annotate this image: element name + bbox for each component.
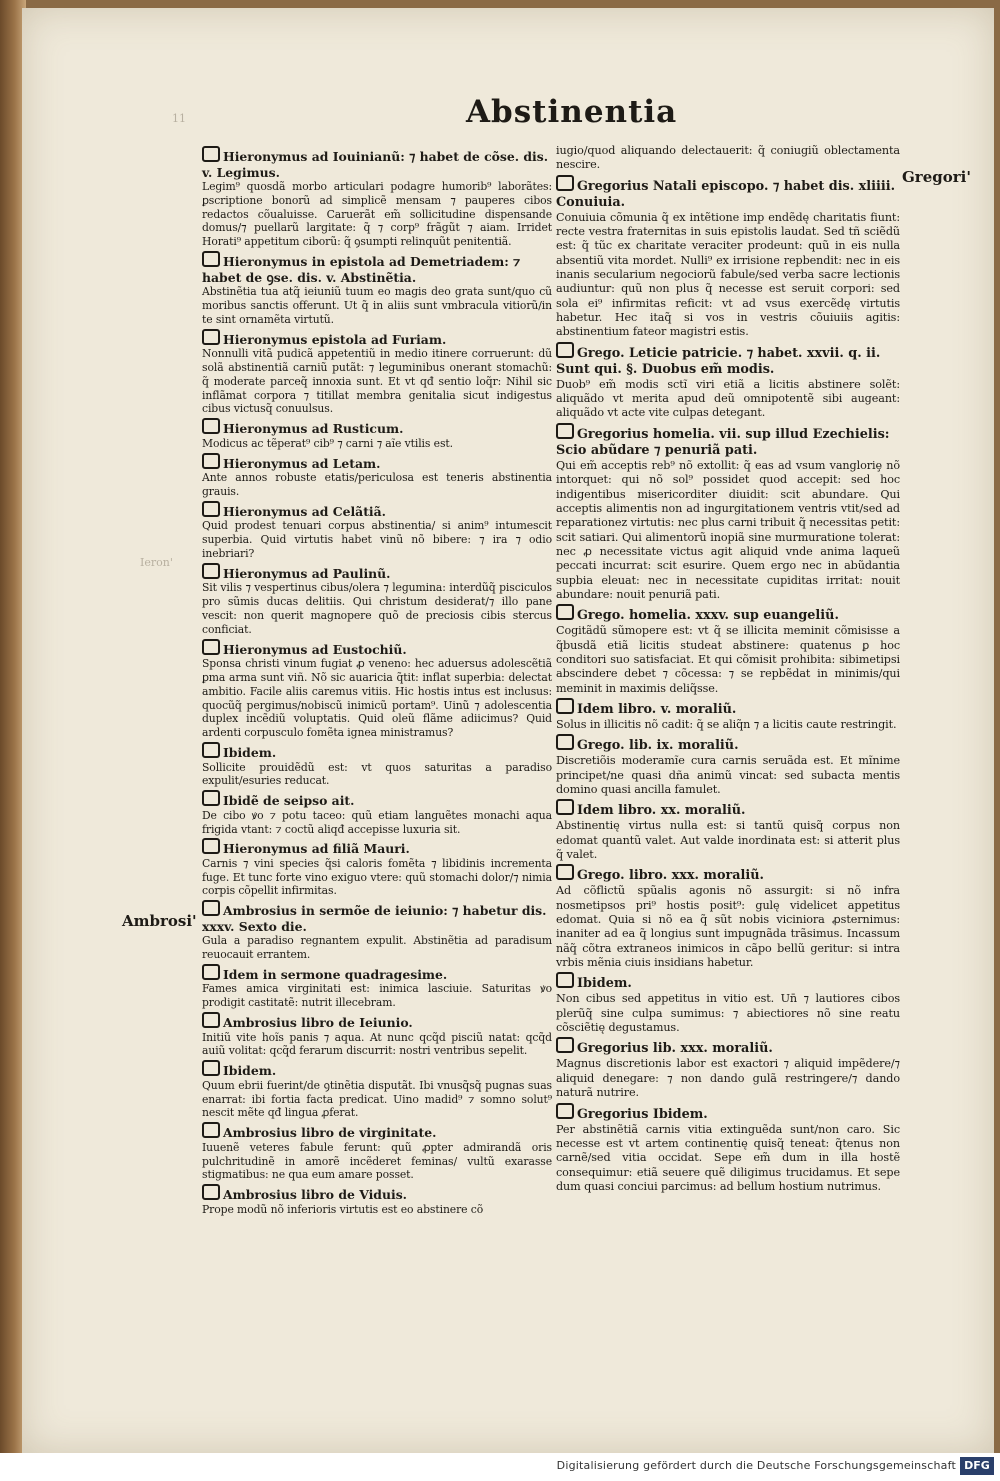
entry-heading (202, 639, 552, 658)
entry-body: Solus in illicitis nõ cadit: q̃ se aliq̃n ⁊ a licitis caute restringit. (556, 717, 897, 731)
entry-body: Sponsa christi vinum fugiat ꝓ veneno: hec aduersus adolescẽtiã ꝑma arma sunt viñ. Nõ sic auaricia q̃tit: inflat superbia: delectat ambitio. Facile aliis caremus vitiis. Hic hostis intus est inclusus: quocũq̃ pergimus/nobiscũ inimicũ portam⁹. Uinũ ⁊ adolescentia duplex incẽdiũ voluptatis. Quid oleũ flãme adiicimus? Quid ardenti corpusculo fomẽta ignea ministramus? (202, 657, 552, 740)
text-entry (202, 639, 552, 740)
entry-heading-text: Hieronymus ad Celãtiã. (223, 503, 386, 519)
entry-heading-text: Gregorius Ibidem. (577, 1106, 708, 1122)
entry-body: Ante annos robuste etatis/periculosa est teneris abstinentia grauis. (202, 471, 552, 498)
entry-body: Carnis ⁊ vini species q̃si caloris fomẽta ⁊ libidinis incrementa fuge. Et tunc forte vino exiguo vtere: quũ stomachi dolor/⁊ nimia corpis cõpellit infirmitas. (202, 856, 552, 898)
paragraph-mark-icon (556, 423, 574, 439)
text-entry (556, 175, 900, 340)
paragraph-mark-icon (556, 1037, 574, 1053)
entry-heading-text: Grego. libro. xxx. moraliũ. (577, 868, 765, 884)
text-entry (556, 698, 900, 732)
paragraph-mark-icon (202, 1184, 220, 1200)
entry-heading (556, 799, 900, 819)
text-entry (202, 1012, 552, 1058)
paragraph-mark-icon (202, 790, 220, 806)
entry-heading-text: Grego. lib. ix. moraliũ. (577, 738, 739, 754)
text-entry (556, 864, 900, 970)
entry-heading (202, 563, 552, 582)
paragraph-mark-icon (202, 418, 220, 434)
entry-heading-text: Hieronymus ad Paulinũ. (223, 565, 391, 581)
entry-heading-text: Gregorius Natali episcopo. ⁊ habet dis. xliiii. Conuiuia. (556, 178, 896, 210)
entry-heading-text: Ibidem. (223, 745, 277, 761)
entry-body: Modicus ac tẽperat⁹ cib⁹ ⁊ carni ⁊ aĩe vtilis est. (202, 436, 453, 450)
paragraph-mark-icon (202, 563, 220, 579)
text-entry (202, 563, 552, 637)
paragraph-mark-icon (556, 342, 574, 358)
entry-heading-text: Gregorius lib. xxx. moraliũ. (577, 1041, 773, 1057)
entry-body: Cogitãdũ sũmopere est: vt q̃ se illicita meminit cõmisisse a q̃busdã etiã licitis studeat abstinere: quatenus ꝑ hoc conditori suo satisfaciat. Et qui cõmisit prohibita: sibimetipsi abscindere debet ⁊ cõcessa: ⁊ se repbẽdat in minimis/qui meminit in maximis deliq̃sse. (556, 624, 900, 695)
text-entry (202, 501, 552, 561)
entry-heading-text: Hieronymus ad Rusticum. (223, 421, 404, 437)
entry-heading-text: Idem libro. xx. moraliũ. (577, 803, 746, 819)
entry-heading-text: Ibidem. (577, 976, 632, 992)
entry-body: Non cibus sed appetitus in vitio est. Un̄ ⁊ lautiores cibos plerũq̃ sine culpa sumimus: ⁊ abiectiores nõ sine reatu cõsciẽtię degustamus. (556, 992, 900, 1035)
paragraph-mark-icon (556, 604, 574, 620)
paragraph-mark-icon (202, 1060, 220, 1076)
text-entry (202, 838, 552, 898)
entry-body: Ad cõflictũ spũalis agonis nõ assurgit: si nõ infra nosmetipsos pri⁹ hostis posit⁹: gulę videlicet appetitus edomat. Quia si nõ ea q̃ sũt nobis viciniora ꝓsternimus: inaniter ad ea q̃ longius sunt impugnãda trãsimus. Incassum nãq̃ cõtra extraneos inimicos in cãpo bellũ geritur: si intra vrbis mẽnia ciuis insidians habetur. (556, 884, 900, 970)
entry-heading-text: Grego. homelia. xxxv. sup euangeliũ. (577, 608, 839, 624)
entry-heading (202, 790, 552, 809)
entry-body: Duob⁹ em̃ modis sctĩ viri etiã a licitis abstinere solẽt: aliquãdo vt merita apud deũ omnipotentẽ sibi augeant: aliquãdo vt acte vite culpas detegant. (556, 377, 900, 420)
text-entry (202, 251, 552, 326)
entry-heading (202, 900, 552, 934)
text-entry (202, 1122, 552, 1182)
entry-heading (556, 1103, 900, 1123)
entry-heading (202, 1060, 552, 1079)
entry-heading (556, 734, 900, 754)
left-text-column (202, 144, 552, 1217)
margin-note-gregorius: Gregori' (902, 168, 971, 186)
paragraph-mark-icon (202, 251, 220, 267)
entry-heading (556, 423, 900, 459)
faint-folio-mark: 11 (172, 112, 186, 125)
text-entry (202, 1060, 552, 1120)
entry-body: De cibo ꝟo ⁊ potu taceo: quũ etiam languẽtes monachi aqua frigida vtant: ⁊ coctũ aliqđ accepisse luxuria sit. (202, 808, 552, 836)
entry-heading (202, 1184, 552, 1203)
paragraph-mark-icon (202, 742, 220, 758)
text-entry (556, 604, 900, 696)
entry-heading-text: Hieronymus ad Iouinianũ: ⁊ habet de cõse. dis. v. Legimus. (202, 149, 549, 180)
entry-heading-text: Hieronymus in epistola ad Demetriadem: ⁊ habet de ꝯse. dis. v. Abstinẽtia. (202, 254, 521, 285)
text-entry (202, 329, 552, 417)
paragraph-mark-icon (202, 1122, 220, 1138)
text-entry (202, 742, 552, 788)
text-entry (556, 144, 900, 173)
text-entry (202, 146, 552, 249)
entry-heading-text: Ambrosius libro de virginitate. (223, 1125, 437, 1141)
margin-note-faint-ieron: Ieron' (140, 556, 173, 569)
paragraph-mark-icon (202, 329, 220, 345)
entry-heading (202, 501, 552, 520)
text-entry (556, 1037, 900, 1100)
entry-heading (202, 1012, 552, 1031)
entry-heading (202, 838, 552, 857)
text-entry (202, 453, 552, 499)
entry-heading-text: Ambrosius in sermõe de ieiunio: ⁊ habetur dis. xxxv. Sexto die. (202, 903, 547, 934)
paragraph-mark-icon (202, 1012, 220, 1028)
text-entry (202, 790, 552, 836)
text-entry (202, 1184, 552, 1216)
entry-heading-text: Idem in sermone quadragesime. (223, 966, 448, 982)
entry-body: Fames amica virginitati est: inimica lasciuie. Saturitas ꝟo prodigit castitatẽ: nutrit illecebram. (202, 982, 552, 1010)
entry-body: Magnus discretionis labor est exactori ⁊ aliquid impẽdere/⁊ aliquid denegare: ⁊ non dando gulã restringere/⁊ dando naturã nutrire. (556, 1057, 900, 1100)
entry-heading-text: Ibidẽ de seipso ait. (223, 793, 355, 809)
dfg-logo: DFG (960, 1457, 994, 1475)
entry-heading-text: Ibidem. (223, 1063, 277, 1079)
entry-body: Sollicite prouidẽdũ est: vt quos saturitas a paradiso expulit/esuries reducat. (202, 760, 552, 788)
entry-heading (202, 964, 552, 983)
text-entry (556, 734, 900, 797)
entry-body: Quum ebrii fuerint/de ꝯtinẽtia disputãt. Ibi vnusq̃sq̃ pugnas suas enarrat: ibi fortia facta predicat. Uino madid⁹ ⁊ somno solut⁹ nescit mẽte qđ lingua ꝓferat. (202, 1078, 552, 1120)
paragraph-mark-icon (556, 734, 574, 750)
entry-heading (556, 698, 900, 718)
text-entry (556, 799, 900, 862)
entry-heading (202, 418, 552, 437)
entry-body: Abstinentię virtus nulla est: si tantũ quisq̃ corpus non edomat quantũ valet. Aut valde inordinata est: si atterit plus q̃ valet. (556, 819, 900, 862)
paragraph-mark-icon (202, 964, 220, 980)
margin-note-ambrosius: Ambrosi' (122, 912, 197, 930)
entry-body: Sit vilis ⁊ vespertinus cibus/olera ⁊ legumina: interdũq̃ pisciculos pro sũmis ducas delitiis. Qui christum desiderat/⁊ illo pane vescit: non querit magnopere quõ de preciosis cibis stercus conficiat. (202, 581, 552, 636)
paragraph-mark-icon (202, 146, 220, 162)
entry-heading (202, 742, 552, 761)
entry-heading-text: Gregorius homelia. vii. sup illud Ezechielis: Scio abũdare ⁊ penuriã pati. (556, 426, 890, 458)
entry-heading-text: Hieronymus ad Eustochiũ. (223, 641, 407, 657)
entry-heading (202, 146, 552, 180)
text-entry (556, 972, 900, 1035)
entry-heading (556, 972, 900, 992)
entry-heading-text: Hieronymus epistola ad Furiam. (223, 331, 447, 347)
paragraph-mark-icon (202, 838, 220, 854)
entry-heading (202, 1122, 552, 1141)
entry-heading-text: Idem libro. v. moraliũ. (577, 701, 737, 717)
entry-body: Conuiuia cõmunia q̃ ex intẽtione imp endẽdę charitatis fiunt: recte vestra fraternitas in suis epistolis laudat. Sed tñ sciẽdũ est: q̃ tũc ex charitate veraciter prodeunt: quũ in eis nulla absentiũ vita mordet. Nulli⁹ ex irrisione repbendit: nec in eis inanis secularium negociorũ fabule/sed verba sacre lectionis audiuntur: quũ non plus q̃ necesse est seruit corpori: sed sola ei⁹ infirmitas reficit: vt ad vsus exercẽdę virtutis habetur. Hec itaq̃ si vos in vestris cõuiuiis agitis: abstinentium fateor magistri estis. (556, 210, 900, 339)
paragraph-mark-icon (202, 900, 220, 916)
entry-body: Initiũ vite hoĩs panis ⁊ aqua. At nunc qcq̃d pisciũ natat: qcq̃d auiũ volitat: qcq̃d ferarum discurrit: nostri ventribus sepelit. (202, 1030, 552, 1058)
entry-heading-text: Ambrosius libro de Ieiunio. (223, 1015, 413, 1031)
text-entry (202, 900, 552, 962)
entry-heading-text: Ambrosius libro de Viduis. (223, 1187, 407, 1203)
entry-body: iugio/quod aliquando delectauerit: q̃ coniugiũ oblectamenta nescire. (556, 144, 900, 172)
text-entry (202, 964, 552, 1010)
paragraph-mark-icon (202, 453, 220, 469)
entry-body: Discretiõis moderamĩe cura carnis seruãda est. Et mĩnime principet/ne quasi dña animũ vincat: sed subacta mentis domino quasi ancilla famulet. (556, 754, 900, 796)
entry-heading (556, 1037, 900, 1057)
paragraph-mark-icon (556, 1103, 574, 1119)
digitization-credit: Digitalisierung gefördert durch die Deutsche Forschungsgemeinschaft (556, 1459, 956, 1472)
paragraph-mark-icon (556, 799, 574, 815)
right-text-column (556, 144, 900, 1194)
entry-heading (202, 453, 552, 472)
text-entry (202, 418, 552, 450)
entry-body: Abstinẽtia tua atq̃ ieiuniũ tuum eo magis deo grata sunt/quo cũ moribus sanctis offerunt. Ut q̃ in aliis sunt vmbracula vitiorũ/in te sint ornamẽta virtutũ. (202, 285, 552, 326)
entry-heading-text: Hieronymus ad Letam. (223, 455, 381, 471)
entry-body: Quid prodest tenuari corpus abstinentia/ si anim⁹ intumescit superbia. Quid virtutis habet vinũ nõ bibere: ⁊ ira ⁊ odio inebriari? (202, 519, 552, 560)
paragraph-mark-icon (556, 698, 574, 714)
text-entry (556, 423, 900, 602)
paragraph-mark-icon (202, 501, 220, 517)
entry-heading (556, 604, 900, 624)
entry-body: Per abstinẽtiã carnis vitia extinguẽda sunt/non caro. Sic necesse est vt artem continentię quisq̃ teneat: q̃tenus non carnẽ/sed vitia occidat. Sepe em̃ dum in illa hostẽ consequimur: etiã seuere quẽ diligimus trucidamus. Et sepe dum quasi conciui parcimus: ad bellum hostium nutrimus. (556, 1122, 900, 1193)
text-entry (556, 342, 900, 421)
entry-heading (556, 864, 900, 884)
entry-body: Qui em̃ acceptis reb⁹ nõ extollit: q̃ eas ad vsum vangloriȩ nõ intorquet: qui nõ sol⁹ possidet quod accepit: sed hoc indigentibus misericorditer diuidit: scit abundare. Qui acceptis alimentis non ad ingurgitationem ventris vtit/sed ad reparationez virtutis: nec plus carni tribuit q̃ necessitas petit: scit satiari. Qui alimentorũ inopiã sine murmuratione tolerat: nec ꝓ necessitate victus agit aliquid vnde anima laqueũ peccati incurrat: scit esurire. Quem ergo nec in abũdantia supbia eleuat: nec in necessitate cupiditas irritat: nouit abundare: nouit penuriã pati. (556, 458, 900, 601)
entry-body: Nonnulli vitã pudicã appetentiũ in medio itinere corruerunt: dũ solã abstinentiã carniũ putãt: ⁊ leguminibus onerant stomachũ: q̃ moderate parceq̃ innoxia sunt. Et vt qđ sentio loq̃r: Nihil sic inflãmat corpora ⁊ titillat membra genitalia sicut indigestus cibus victusq̃ conuulsus. (202, 347, 552, 416)
running-title: Abstinentia (466, 94, 678, 130)
entry-body: Iuuenẽ veteres fabule ferunt: quũ ꝓpter admirandã oris pulchritudinẽ in amorẽ incẽderet feminas/ vultũ exarasse stigmatibus: ne qua eum amare posset. (202, 1140, 552, 1182)
entry-heading-text: Hieronymus ad filiã Mauri. (223, 841, 410, 857)
entry-body: Legim⁹ quosdã morbo articulari podagre humorib⁹ laborãtes: ꝑscriptione bonorũ ad simplicẽ mensam ⁊ pauperes cibos redactos cõualuisse. Caruerãt em̃ sollicitudine dispensande domus/⁊ puellarũ largitate: q̃ ⁊ corp⁹ frãgũt ⁊ aiam. Irridet Horati⁹ appetitum ciborũ: q̃ ꝯsumpti relinquũt penitentiã. (202, 180, 552, 249)
paragraph-mark-icon (556, 972, 574, 988)
entry-heading (202, 329, 552, 348)
entry-heading (202, 251, 552, 285)
paragraph-mark-icon (556, 864, 574, 880)
paragraph-mark-icon (556, 175, 574, 191)
entry-body: Gula a paradiso regnantem expulit. Abstinẽtia ad paradisum reuocauit errantem. (202, 934, 552, 962)
entry-body: Prope modũ nõ inferioris virtutis est eo abstinere cõ (202, 1202, 484, 1216)
text-entry (556, 1103, 900, 1195)
entry-heading (556, 175, 900, 211)
entry-heading (556, 342, 900, 378)
paragraph-mark-icon (202, 639, 220, 655)
entry-heading-text: Grego. Leticie patricie. ⁊ habet. xxvii. q. ii. Sunt qui. §. Duobus em̃ modis. (556, 345, 881, 377)
